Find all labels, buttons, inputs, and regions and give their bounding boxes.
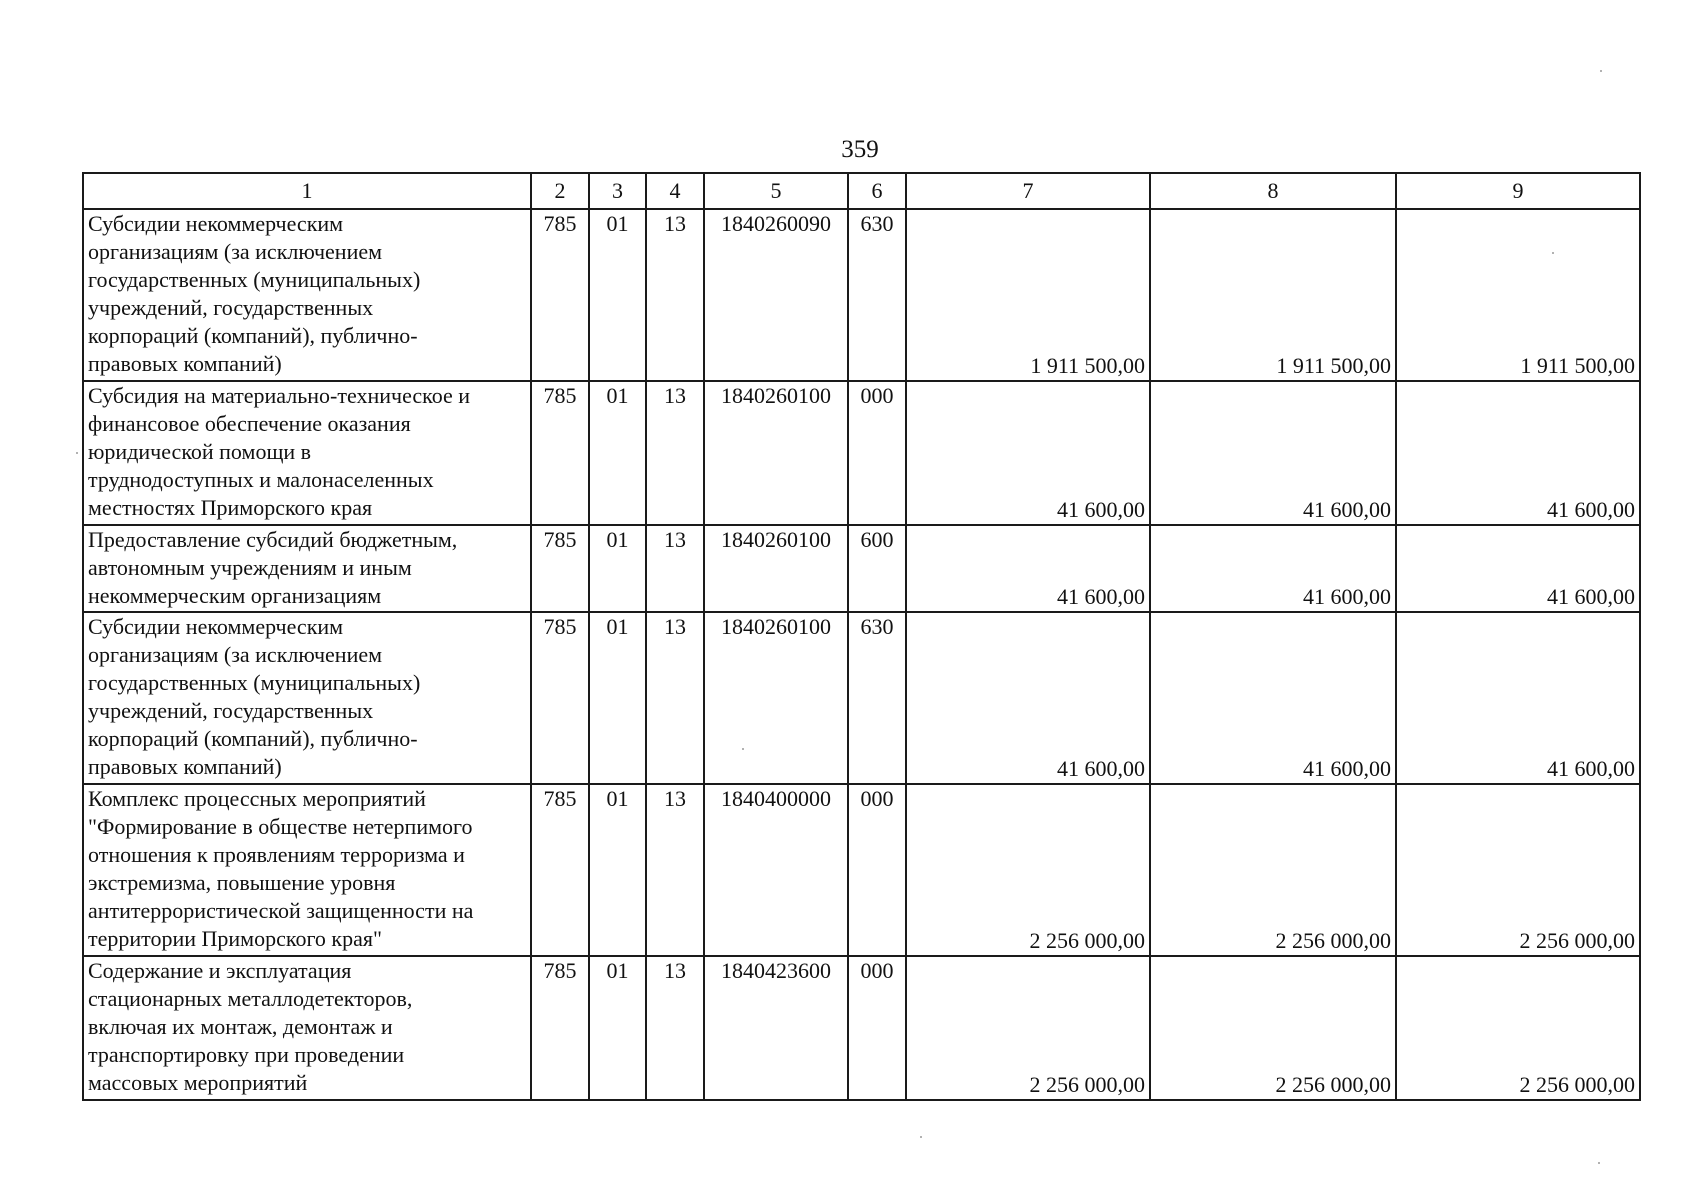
page-number: 359 xyxy=(841,136,879,163)
admin-code: 785 xyxy=(531,612,589,784)
row-name: Субсидии некоммерческим организациям (за исключением государственных (муниципальных) учреждений, государственных корпораций (компаний), публично- правовых компаний) xyxy=(83,612,531,784)
amount-col-9: 1 911 500,00 xyxy=(1396,209,1640,381)
table-row xyxy=(83,381,1640,525)
header-cell: 8 xyxy=(1150,173,1396,209)
section-code: 01 xyxy=(589,956,646,1100)
subsection-code: 13 xyxy=(646,209,704,381)
table-row xyxy=(83,209,1640,381)
admin-code: 785 xyxy=(531,956,589,1100)
row-name: Содержание и эксплуатация стационарных металлодетекторов, включая их монтаж, демонтаж и транспортировку при проведении массовых мероприятий xyxy=(83,956,531,1100)
target-code: 1840260100 xyxy=(704,381,848,525)
header-cell: 5 xyxy=(704,173,848,209)
amount-col-7: 2 256 000,00 xyxy=(906,784,1150,956)
amount-col-8: 41 600,00 xyxy=(1150,525,1396,612)
target-code: 1840400000 xyxy=(704,784,848,956)
admin-code: 785 xyxy=(531,784,589,956)
amount-col-7: 2 256 000,00 xyxy=(906,956,1150,1100)
table-row xyxy=(83,612,1640,784)
header-cell: 9 xyxy=(1396,173,1640,209)
amount-col-8: 41 600,00 xyxy=(1150,381,1396,525)
subsection-code: 13 xyxy=(646,784,704,956)
amount-col-7: 41 600,00 xyxy=(906,525,1150,612)
header-cell: 4 xyxy=(646,173,704,209)
section-code: 01 xyxy=(589,381,646,525)
amount-col-7: 1 911 500,00 xyxy=(906,209,1150,381)
amount-col-9: 41 600,00 xyxy=(1396,525,1640,612)
amount-col-7: 41 600,00 xyxy=(906,612,1150,784)
scan-speck xyxy=(1600,70,1602,72)
scan-speck xyxy=(76,452,78,454)
target-code: 1840423600 xyxy=(704,956,848,1100)
scan-speck xyxy=(1552,252,1554,254)
scan-speck xyxy=(742,748,744,750)
expense-type-code: 000 xyxy=(848,956,906,1100)
admin-code: 785 xyxy=(531,209,589,381)
expense-type-code: 000 xyxy=(848,381,906,525)
row-name: Субсидия на материально-техническое и финансовое обеспечение оказания юридической помощи в труднодоступных и малонаселенных местностях Приморского края xyxy=(83,381,531,525)
target-code: 1840260090 xyxy=(704,209,848,381)
header-cell: 6 xyxy=(848,173,906,209)
amount-col-8: 1 911 500,00 xyxy=(1150,209,1396,381)
target-code: 1840260100 xyxy=(704,612,848,784)
scan-speck xyxy=(1598,1162,1600,1164)
row-name: Предоставление субсидий бюджетным, автономным учреждениям и иным некоммерческим организациям xyxy=(83,525,531,612)
amount-col-7: 41 600,00 xyxy=(906,381,1150,525)
header-cell: 3 xyxy=(589,173,646,209)
amount-col-9: 41 600,00 xyxy=(1396,612,1640,784)
amount-col-9: 2 256 000,00 xyxy=(1396,784,1640,956)
amount-col-9: 2 256 000,00 xyxy=(1396,956,1640,1100)
expense-type-code: 630 xyxy=(848,209,906,381)
budget-table xyxy=(82,172,1641,1101)
expense-type-code: 600 xyxy=(848,525,906,612)
amount-col-9: 41 600,00 xyxy=(1396,381,1640,525)
admin-code: 785 xyxy=(531,381,589,525)
target-code: 1840260100 xyxy=(704,525,848,612)
header-cell: 2 xyxy=(531,173,589,209)
admin-code: 785 xyxy=(531,525,589,612)
section-code: 01 xyxy=(589,612,646,784)
row-name: Субсидии некоммерческим организациям (за исключением государственных (муниципальных) учреждений, государственных корпораций (компаний), публично- правовых компаний) xyxy=(83,209,531,381)
amount-col-8: 41 600,00 xyxy=(1150,612,1396,784)
header-cell: 7 xyxy=(906,173,1150,209)
subsection-code: 13 xyxy=(646,956,704,1100)
expense-type-code: 630 xyxy=(848,612,906,784)
table-row xyxy=(83,956,1640,1100)
table-row xyxy=(83,784,1640,956)
amount-col-8: 2 256 000,00 xyxy=(1150,956,1396,1100)
subsection-code: 13 xyxy=(646,612,704,784)
subsection-code: 13 xyxy=(646,525,704,612)
section-code: 01 xyxy=(589,209,646,381)
expense-type-code: 000 xyxy=(848,784,906,956)
subsection-code: 13 xyxy=(646,381,704,525)
header-cell: 1 xyxy=(83,173,531,209)
amount-col-8: 2 256 000,00 xyxy=(1150,784,1396,956)
section-code: 01 xyxy=(589,525,646,612)
scan-speck xyxy=(920,1136,922,1138)
section-code: 01 xyxy=(589,784,646,956)
header-row xyxy=(83,173,1640,209)
row-name: Комплекс процессных мероприятий "Формирование в обществе нетерпимого отношения к проявлениям терроризма и экстремизма, повышение уровня антитеррористической защищенности на территории Приморского края" xyxy=(83,784,531,956)
table-row xyxy=(83,525,1640,612)
